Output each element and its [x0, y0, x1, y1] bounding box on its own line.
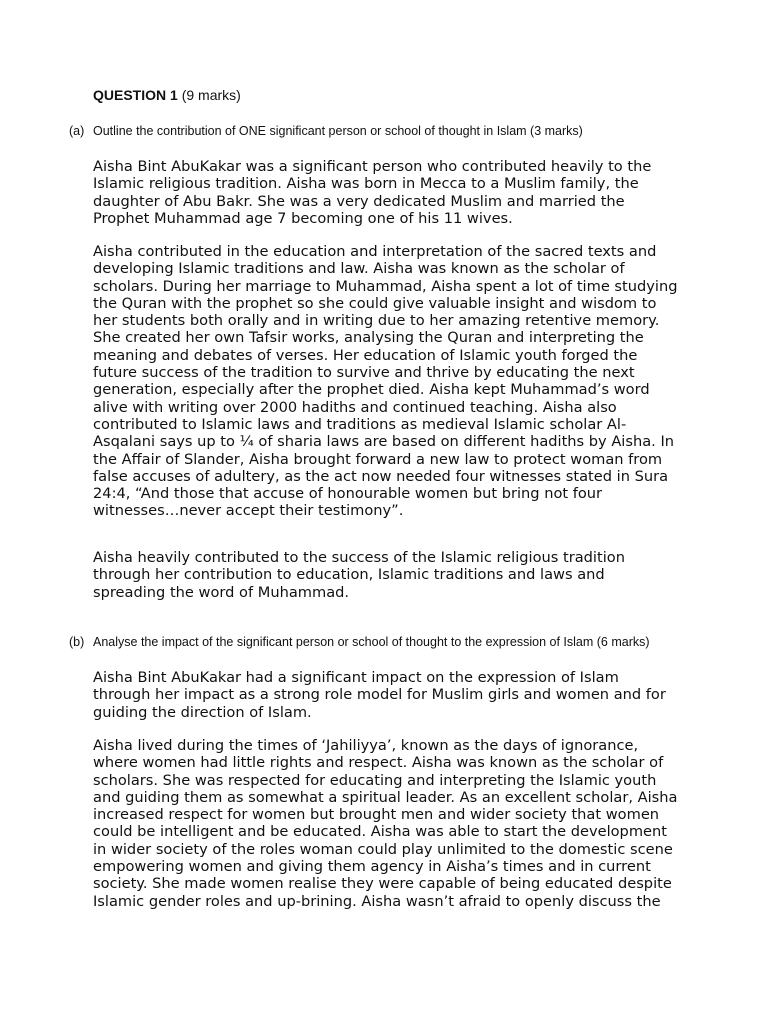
part-b-letter: (b) [69, 635, 85, 649]
part-a-prompt: Outline the contribution of ONE significant person or school of thought in Islam (3 marks) [93, 124, 583, 138]
question-title [93, 87, 241, 103]
part-b-heading [69, 635, 650, 649]
part-a-paragraph: Aisha contributed in the education and interpretation of the sacred texts and developing Islamic traditions and law. Aisha was known as the scholar of scholars. During her marriage to Muhammad, Aisha spent a lot of time studying the Quran with the prophet so she could give valuable insight and wisdom to her students both orally and in writing due to her amazing retentive memory. She created her own Tafsir works, analysing the Quran and interpreting the meaning and debates of verses. Her education of Islamic youth forged the future success of the tradition to survive and thrive by educating the next generation, especially after the prophet died. Aisha kept Muhammad’s word alive with writing over 2000 hadiths and continued teaching. Aisha also contributed to Islamic laws and traditions as medieval Islamic scholar Al-Asqalani says up to ¼ of sharia laws are based on different hadiths by Aisha. In the Affair of Slander, Aisha brought forward a new law to protect woman from false accuses of adultery, as the act now needed four witnesses stated in Sura 24:4, “And those that accuse of honourable women but bring not four witnesses…never accept their testimony”. [93, 243, 678, 520]
question-marks: (9 marks) [181, 87, 241, 103]
part-a-paragraph: Aisha heavily contributed to the success of the Islamic religious tradition through her contribution to education, Islamic traditions and laws and spreading the word of Muhammad. [93, 549, 625, 601]
part-a-paragraph: Aisha Bint AbuKakar was a significant person who contributed heavily to the Islamic religious tradition. Aisha was born in Mecca to a Muslim family, the daughter of Abu Bakr. She was a very dedicated Muslim and married the Prophet Muhammad age 7 becoming one of his 11 wives. [93, 158, 652, 227]
question-number: QUESTION 1 [93, 87, 178, 103]
part-a-heading [69, 124, 583, 138]
part-b-paragraph: Aisha lived during the times of ‘Jahiliyya’, known as the days of ignorance, where women had little rights and respect. Aisha was known as the scholar of scholars. She was respected for educating and interpreting the Islamic youth and guiding them as somewhat a spiritual leader. As an excellent scholar, Aisha increased respect for women but brought men and wider society that women could be intelligent and be educated. Aisha was able to start the development in wider society of the roles woman could play unlimited to the domestic scene empowering women and giving them agency in Aisha’s times and in current society. She made women realise they were capable of being educated despite Islamic gender roles and up-brining. Aisha wasn’t afraid to openly discuss the [93, 737, 678, 910]
part-a-letter: (a) [69, 124, 85, 138]
part-b-prompt: Analyse the impact of the significant person or school of thought to the expression of Islam (6 marks) [93, 635, 650, 649]
part-b-paragraph: Aisha Bint AbuKakar had a significant impact on the expression of Islam through her impact as a strong role model for Muslim girls and women and for guiding the direction of Islam. [93, 669, 666, 721]
